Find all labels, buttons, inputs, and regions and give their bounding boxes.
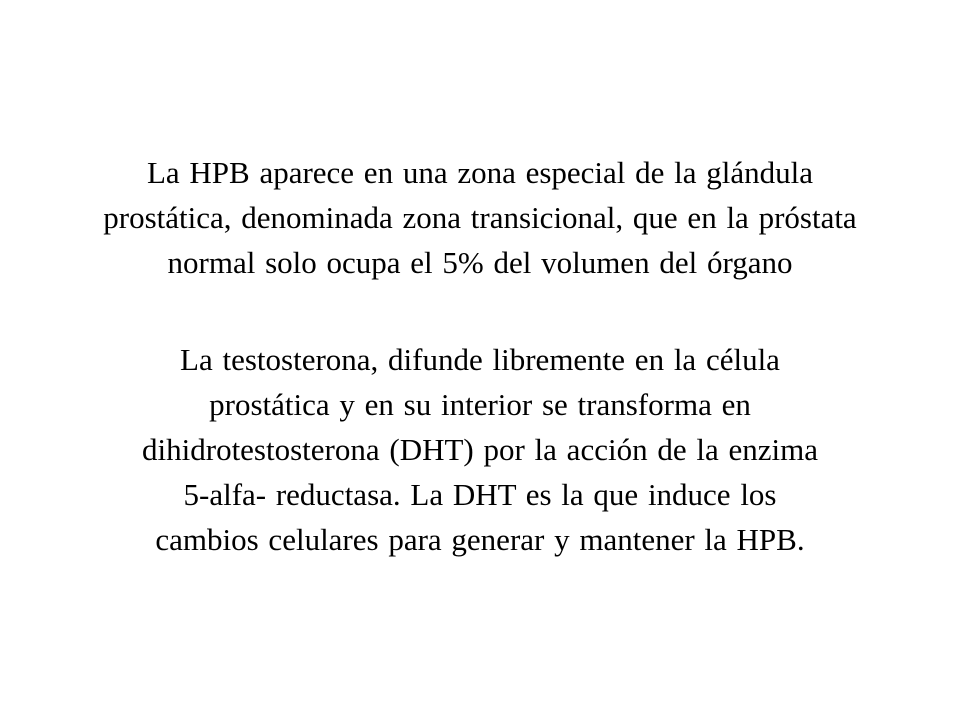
paragraph-line: La HPB aparece en una zona especial de la glándula <box>146 155 814 190</box>
paragraph-hpb-zone <box>0 150 960 285</box>
paragraph-testosterone <box>0 337 960 562</box>
paragraph-line: 5-alfa- reductasa. La DHT es la que induce los <box>183 477 777 512</box>
paragraph-line: cambios celulares para generar y mantener la HPB. <box>155 522 805 557</box>
paragraph-line: prostática y en su interior se transforma en <box>209 387 751 422</box>
paragraph-line: normal solo ocupa el 5% del volumen del órgano <box>167 245 793 280</box>
paragraph-line: prostática, denominada zona transicional, que en la próstata <box>103 200 857 235</box>
paragraph-line: La testosterona, difunde libremente en la célula <box>180 342 780 377</box>
paragraph-line: dihidrotestosterona (DHT) por la acción de la enzima <box>142 432 818 467</box>
